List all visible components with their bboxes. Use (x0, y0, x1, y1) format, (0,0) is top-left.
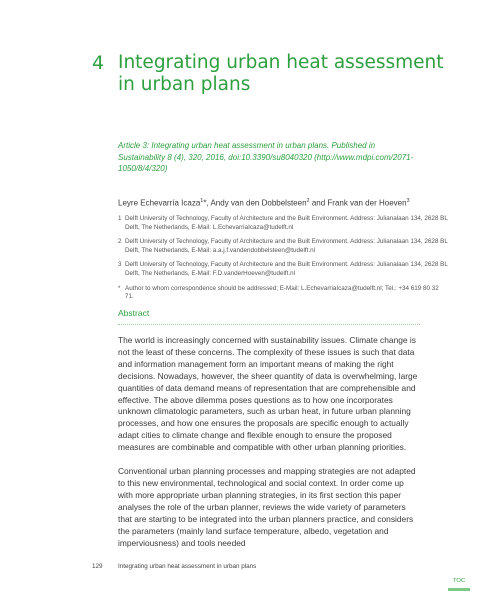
affiliation-number: 3 (118, 261, 122, 269)
author-line (118, 196, 438, 209)
page-number: 129 (92, 563, 103, 570)
correspondence-note (118, 285, 448, 302)
chapter-number: 4 (92, 52, 105, 74)
paragraph: The world is increasingly concerned with sustainability issues. Climate change is not the least of these concerns. The complexity of these issues is such that data and information management form an important means of making the right decisions. Nowadays, however, the sheer quantity of data is overwhelming, large quantities of data demand means of representation that are comprehensible and effective. The above dilemma poses questions as to how one incorporates unknown climatologic parameters, such as urban heat, in future urban planning processes, and how one ensures the proposals are specific enough to actually adapt cities to climate change and flexible enough to ensure the proposed measures are combinable and compatible with other urban planning priorities. (118, 335, 418, 453)
abstract-heading: Abstract (118, 308, 420, 325)
affiliation-text: Delft University of Technology, Faculty of Architecture and the Built Environment. Address: Julianalaan 134, 2628 BL Delft, The Netherlands, E-Mail: L.EchevarriaIcaza@tudelft.nl (125, 215, 448, 231)
abstract-body (118, 335, 420, 561)
chapter-title: Integrating urban heat assessment in urban plans (118, 52, 444, 95)
toc-bar[interactable] (448, 588, 470, 591)
correspondence-mark: * (118, 284, 121, 292)
correspondence-text: Author to whom correspondence should be addressed; E-Mail: L.EchevarriaIcaza@tudelft.nl; Tel.: +34 619 80 32 71. (125, 284, 439, 301)
affiliation-number: 1 (118, 215, 122, 222)
affiliation-item (118, 215, 448, 232)
author-2: , Andy van den Dobbelsteen (206, 198, 307, 208)
chapter-heading (92, 52, 452, 96)
publication-citation: Article 3: Integrating urban heat assessment in urban plans. Published in Sustainability 8 (4), 320, 2016, doi:10.3390/su8040320 (http://www.mdpi.com/2071-1050/8/4/320) (118, 141, 414, 173)
author-1-affil: 1 (200, 198, 204, 204)
author-1-mark: * (203, 198, 207, 208)
affiliation-number: 2 (118, 238, 122, 246)
affiliation-text: Delft University of Technology, Faculty of Architecture and the Built Environment. Address: Julianalaan 134, 2628 BL Delft, The Netherlands, E-Mail: a.a.j.f.vandendobbelsteen@tudelft.nl (125, 238, 448, 254)
running-title: Integrating urban heat assessment in urban plans (118, 563, 257, 570)
affiliation-item (118, 238, 448, 255)
affiliation-list (118, 215, 448, 302)
affiliation-text: Delft University of Technology, Faculty of Architecture and the Built Environment. Address: Julianalaan 134, 2628 BL Delft, The Netherlands, E-Mail: F.D.vanderHoeven@tudelft.nl (125, 261, 448, 277)
toc-link[interactable]: TOC (453, 578, 466, 584)
author-1: Leyre Echevarría Icaza (118, 198, 201, 208)
paragraph: Conventional urban planning processes and mapping strategies are not adapted to this new environmental, technological and social context. In order come up with more appropriate urban planning strategies, in its first section this paper analyses the role of the urban planner, reviews the wide variety of parameters that are starting to be integrated into the urban planners practice, and considers the parameters (mainly land surface temperature, albedo, vegetation and imperviousness) and tools needed (118, 466, 416, 548)
author-3: and Frank van der Hoeven (309, 198, 407, 208)
author-3-affil: 3 (406, 198, 410, 204)
author-2-affil: 2 (306, 198, 310, 204)
page-footer (92, 563, 432, 570)
affiliation-item (118, 261, 448, 278)
